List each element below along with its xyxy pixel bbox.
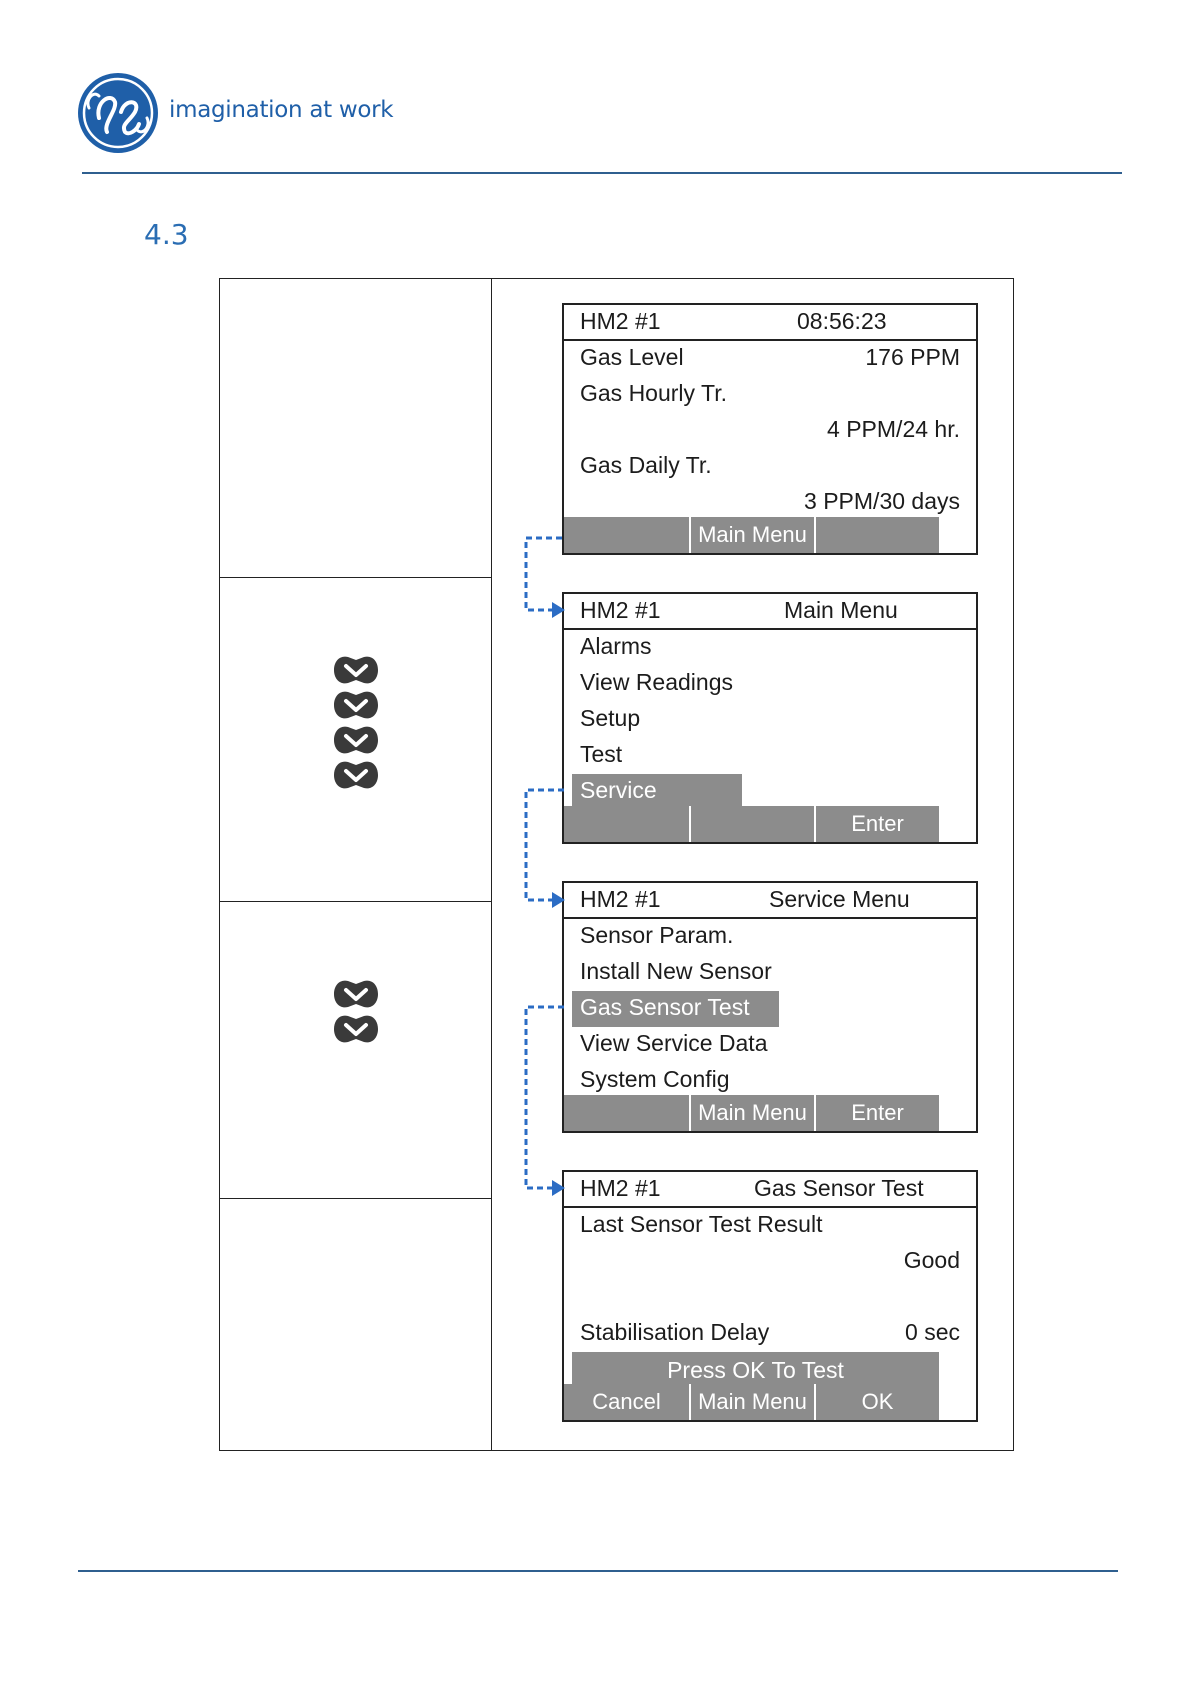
device-id: HM2 #1 — [580, 308, 661, 334]
gas-daily-value: 3 PPM/30 days — [804, 488, 960, 514]
softkey-main-menu[interactable]: Main Menu — [689, 1095, 814, 1131]
menu-item-sensor-param[interactable]: Sensor Param. — [580, 922, 734, 948]
menu-item-alarms[interactable]: Alarms — [580, 633, 652, 659]
screen-title: Gas Sensor Test — [754, 1175, 924, 1201]
menu-item-system-config[interactable]: System Config — [580, 1066, 730, 1092]
gas-hourly-label: Gas Hourly Tr. — [580, 380, 727, 406]
connector-service-to-service-menu — [526, 790, 564, 900]
device-id: HM2 #1 — [580, 1175, 661, 1201]
press-ok-prompt: Press OK To Test — [572, 1352, 939, 1388]
section-number: 4.3 — [144, 218, 189, 251]
gas-daily-label: Gas Daily Tr. — [580, 452, 712, 478]
tagline: imagination at work — [169, 97, 394, 123]
softkey-main-menu[interactable]: Main Menu — [689, 1384, 814, 1420]
menu-item-setup[interactable]: Setup — [580, 705, 641, 731]
softkey-cancel[interactable]: Cancel — [564, 1384, 689, 1420]
menu-item-service: Service — [580, 777, 657, 803]
arrowhead-icon — [552, 602, 565, 618]
connector-status-to-main-menu — [526, 538, 562, 610]
clock-readout: 08:56:23 — [797, 308, 887, 334]
arrowhead-icon — [552, 1180, 565, 1196]
screen-title: Main Menu — [784, 597, 898, 623]
menu-item-install-new-sensor[interactable]: Install New Sensor — [580, 958, 772, 984]
softkey-ok[interactable]: OK — [814, 1384, 939, 1420]
softkey-enter[interactable]: Enter — [814, 1095, 939, 1131]
gas-level-label: Gas Level — [580, 344, 684, 370]
arrowhead-icon — [552, 892, 565, 908]
last-test-result-value: Good — [903, 1247, 960, 1273]
gas-level-value: 176 PPM — [865, 344, 960, 370]
device-id: HM2 #1 — [580, 597, 661, 623]
device-id: HM2 #1 — [580, 886, 661, 912]
gas-hourly-value: 4 PPM/24 hr. — [827, 416, 960, 442]
connector-gas-sensor-test-to-test-screen — [526, 1007, 564, 1188]
screen-title: Service Menu — [769, 886, 910, 912]
last-test-result-label: Last Sensor Test Result — [580, 1211, 823, 1237]
menu-item-view-readings[interactable]: View Readings — [580, 669, 734, 695]
menu-item-gas-sensor-test: Gas Sensor Test — [580, 994, 750, 1020]
softkey-enter[interactable]: Enter — [814, 806, 939, 842]
menu-item-view-service-data[interactable]: View Service Data — [580, 1030, 768, 1056]
menu-item-test[interactable]: Test — [580, 741, 623, 767]
footer-rule — [78, 1570, 1118, 1572]
stabilisation-delay-label: Stabilisation Delay — [580, 1319, 770, 1345]
stabilisation-delay-value: 0 sec — [905, 1319, 960, 1345]
softkey-main-menu[interactable]: Main Menu — [689, 517, 814, 553]
